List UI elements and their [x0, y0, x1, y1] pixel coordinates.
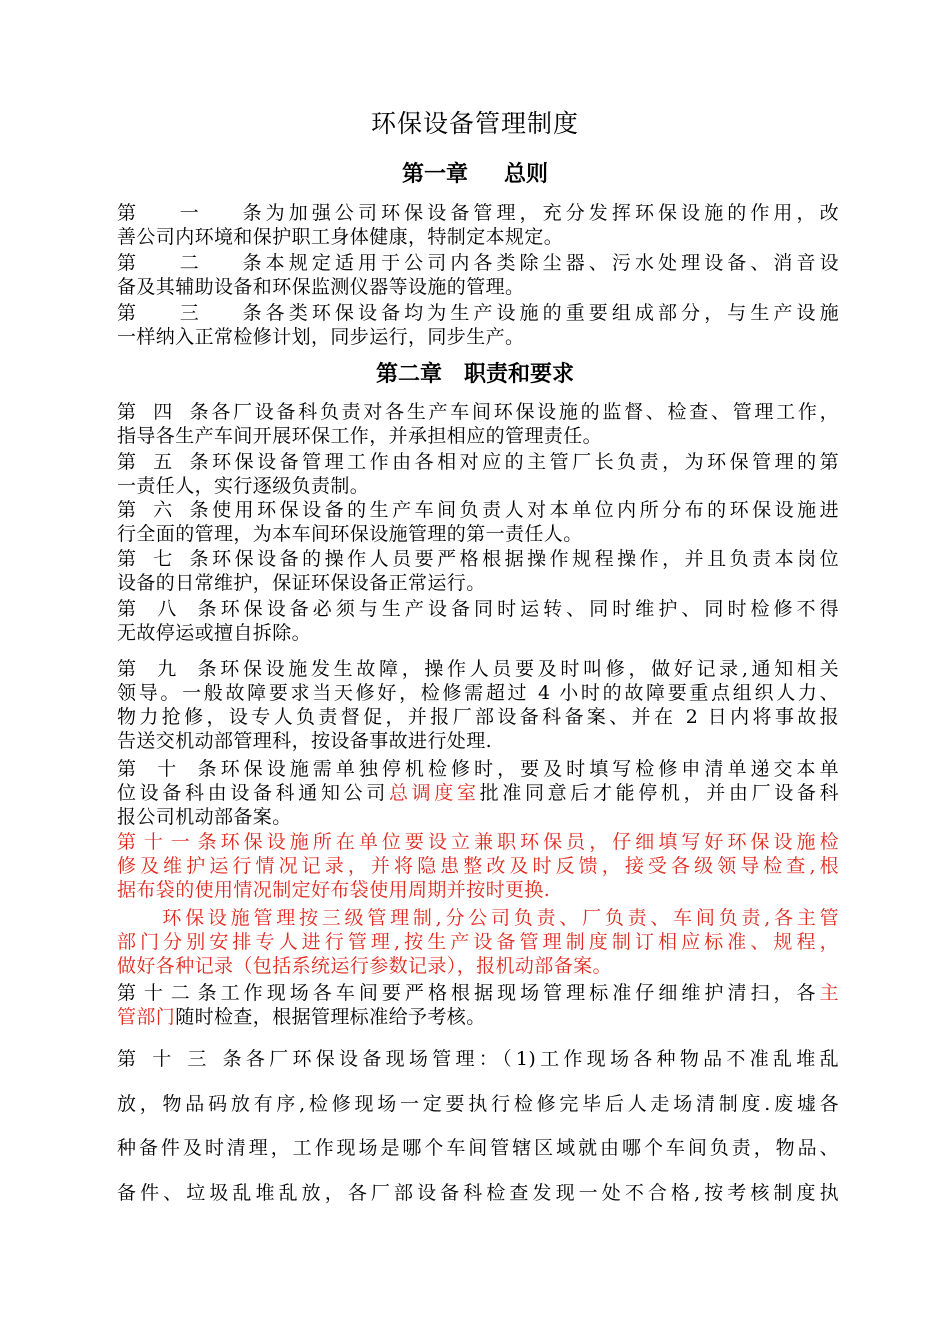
article-2-text-cont: 备及其辅助设备和环保监测仪器等设施的管理。 [117, 276, 525, 298]
article-6-text: 使用环保设备的生产车间负责人对本单位内所分布的环保设施进 [209, 499, 839, 521]
article-6-text-cont: 行全面的管理，为本车间环保设施管理的第一责任人。 [117, 523, 583, 545]
article-12-label: 第十二条 [117, 982, 217, 1004]
article-13-text-l3: 种备件及时清理，工作现场是哪个车间管辖区域就由哪个车间负责，物品、 [117, 1137, 839, 1159]
article-12-highlight-a: 主 [819, 982, 839, 1004]
article-11-paragraph-2 [117, 906, 839, 978]
article-8-label: 第八条 [117, 598, 217, 620]
article-6-label: 第六条 [117, 499, 209, 521]
article-10-text-l2a: 位设备科由设备科通知公司 [117, 782, 389, 804]
article-5-label: 第五条 [117, 451, 209, 473]
article-13 [117, 1037, 839, 1215]
article-12 [117, 981, 839, 1029]
article-4-label: 第四条 [117, 401, 209, 423]
article-2-text: 本规定适用于公司内各类除尘器、污水处理设备、消音设 [262, 252, 839, 274]
article-4-text: 各厂设备科负责对各生产车间环保设施的监督、检查、管理工作， [209, 401, 839, 423]
article-3 [117, 301, 839, 349]
article-3-text: 各类环保设备均为生产设施的重要组成部分，与生产设施 [262, 302, 839, 324]
article-7-label: 第七条 [117, 548, 209, 570]
article-12-text: 工作现场各车间要严格根据现场管理标准仔细维护清扫，各 [217, 982, 820, 1004]
article-5-text: 环保设备管理工作由各相对应的主管厂长负责，为环保管理的第 [209, 451, 839, 473]
article-13-label: 第十三条 [117, 1048, 242, 1070]
article-12-highlight-b: 管部门 [117, 1006, 176, 1028]
article-8-text: 环保设备必须与生产设备同时运转、同时维护、同时检修不得 [217, 598, 839, 620]
article-9-label: 第九条 [117, 658, 217, 680]
article-11-label: 第十一条 [117, 831, 217, 853]
article-9-text-l3: 物力抢修，设专人负责督促，并报厂部设备科备案、并在 2 日内将事故报 [117, 706, 839, 728]
article-11 [117, 830, 839, 902]
article-3-label: 第三条 [117, 302, 262, 324]
article-1-text: 为加强公司环保设备管理，充分发挥环保设施的作用，改 [262, 202, 839, 224]
article-9-text-l4: 告送交机动部管理科，按设备事故进行处理. [117, 730, 493, 752]
article-3-text-cont: 一样纳入正常检修计划，同步运行，同步生产。 [117, 326, 525, 348]
chapter-2-heading [0, 358, 950, 390]
article-11-text-l3: 据布袋的使用情况制定好布袋使用周期并按时更换. [117, 879, 551, 901]
article-10-text: 环保设施需单独停机检修时，要及时填写检修申清单递交本单 [217, 758, 839, 780]
article-1-label: 第一条 [117, 202, 262, 224]
article-1 [117, 201, 839, 249]
article-10-highlight: 总调度室 [388, 782, 480, 804]
article-4 [117, 400, 839, 448]
article-7-text: 环保设备的操作人员要严格根据操作规程操作，并且负责本岗位 [209, 548, 839, 570]
document-title: 环保设备管理制度 [370, 109, 579, 138]
article-10-text-l2b: 批准同意后才能停机，并由厂设备科 [479, 782, 839, 804]
article-10-text-l3: 报公司机动部备案。 [117, 806, 292, 828]
article-9 [117, 657, 839, 753]
article-13-text-l2: 放，物品码放有序,检修现场一定要执行检修完毕后人走场清制度.废墟各 [117, 1092, 839, 1115]
article-9-text: 环保设施发生故障，操作人员要及时叫修，做好记录,通知相关 [217, 658, 839, 680]
article-1-text-cont: 善公司内环境和保护职工身体健康，特制定本规定。 [117, 226, 564, 248]
article-11-text: 环保设施所在单位要设立兼职环保员，仔细填写好环保设施检 [217, 831, 839, 853]
article-9-text-l2: 领导。一般故障要求当天修好，检修需超过 4 小时的故障要重点组织人力、 [117, 682, 839, 704]
chapter-1-label: 第一章 [401, 161, 468, 187]
article-7-text-cont: 设备的日常维护，保证环保设备正常运行。 [117, 572, 486, 594]
article-8-text-cont: 无故停运或擅自拆除。 [117, 622, 312, 644]
article-10 [117, 757, 839, 829]
article-2-label: 第二条 [117, 252, 262, 274]
article-13-text-l4: 备件、垃圾乱堆乱放，各厂部设备科检查发现一处不合格,按考核制度执 [117, 1181, 839, 1204]
chapter-1-name: 总则 [504, 161, 549, 187]
article-8 [117, 597, 839, 645]
article-11-text-l2: 修及维护运行情况记录，并将隐患整改及时反馈，接受各级领导检查,根 [117, 855, 839, 877]
article-11b-text-l3: 做好各种记录（包括系统运行参数记录），报机动部备案。 [117, 955, 612, 977]
chapter-1-heading [0, 158, 950, 190]
article-13-text: 各厂环保设备现场管理：（1)工作现场各种物品不准乱堆乱 [242, 1048, 839, 1070]
article-11b-text-l2: 部门分别安排专人进行管理,按生产设备管理制度制订相应标准、规程， [117, 931, 839, 953]
article-6 [117, 498, 839, 546]
article-5 [117, 450, 839, 498]
chapter-2-label: 第二章 [375, 361, 442, 387]
article-7 [117, 547, 839, 595]
article-12-text-l2: 随时检查，根据管理标准给予考核。 [175, 1006, 486, 1028]
chapter-2-name: 职责和要求 [464, 361, 575, 387]
article-11b-text: 环保设施管理按三级管理制,分公司负责、厂负责、车间负责,各主管 [159, 907, 839, 929]
article-5-text-cont: 一责任人，实行逐级负责制。 [117, 475, 370, 497]
article-4-text-cont: 指导各生产车间开展环保工作，并承担相应的管理责任。 [117, 425, 603, 447]
article-10-label: 第十条 [117, 758, 217, 780]
article-2 [117, 251, 839, 299]
